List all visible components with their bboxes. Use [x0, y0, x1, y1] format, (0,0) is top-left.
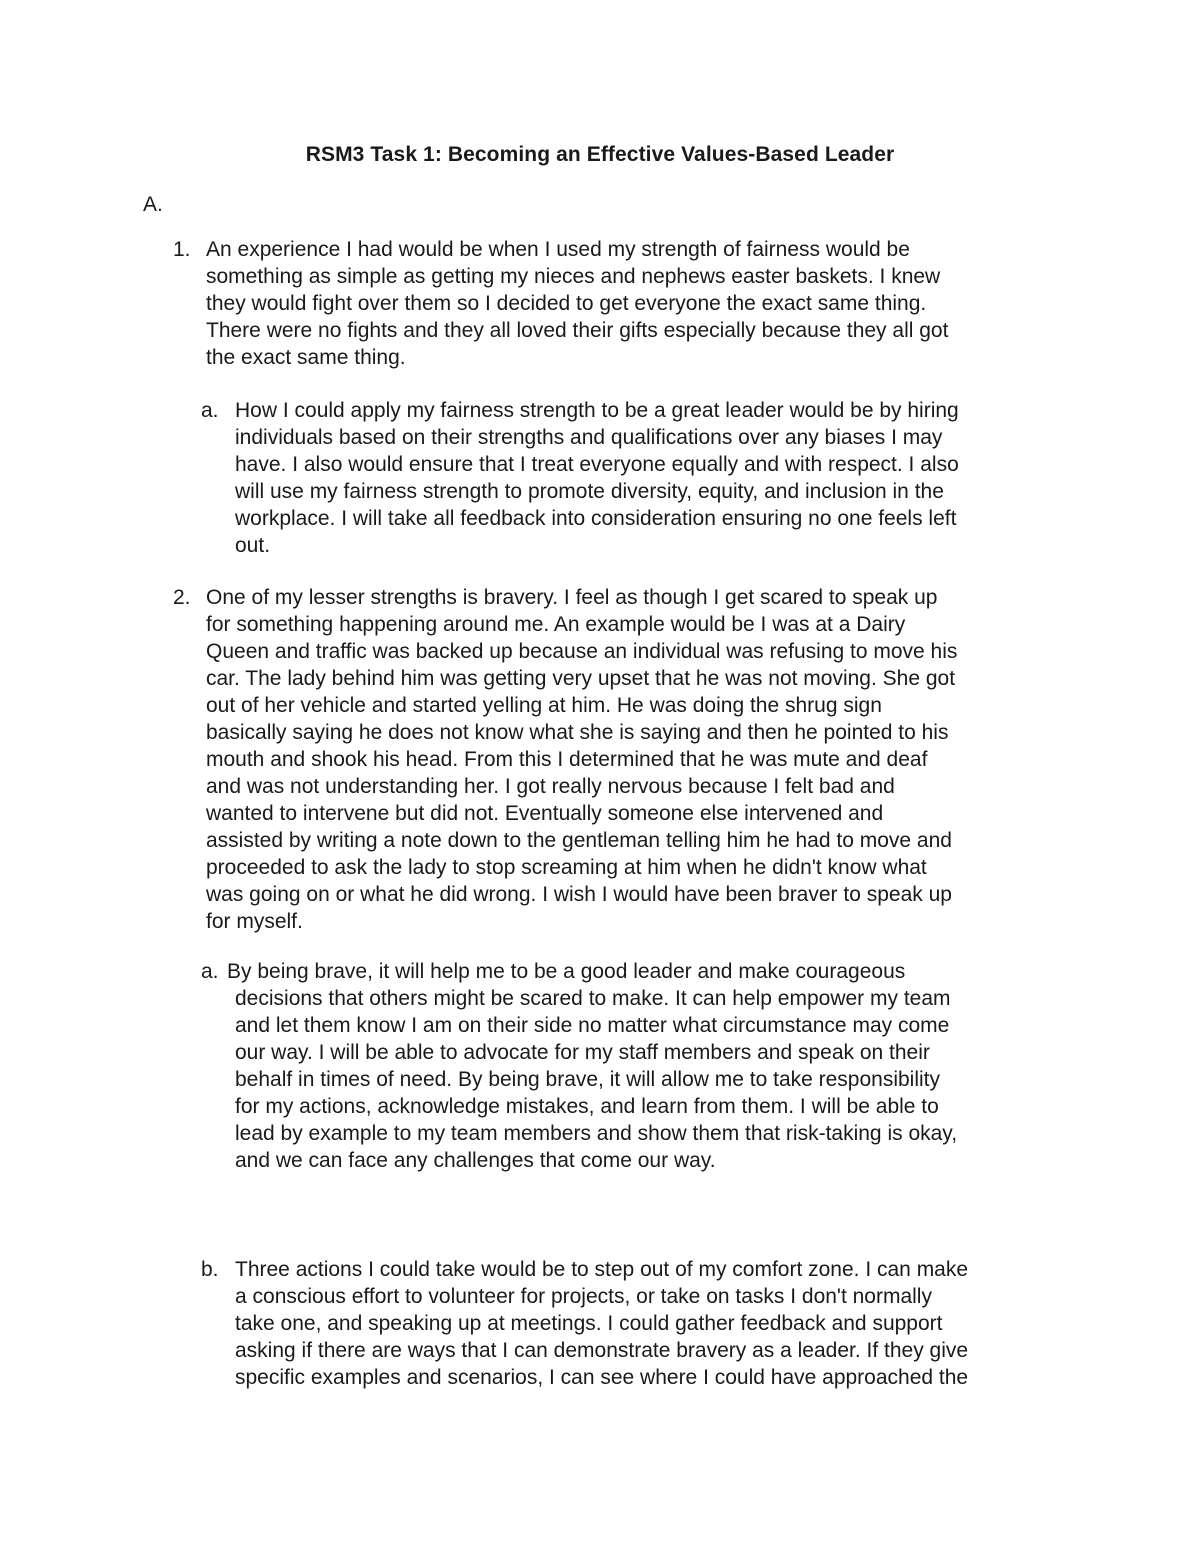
text-line: a conscious effort to volunteer for projects, or take on tasks I don't normally [235, 1285, 932, 1308]
text-line: have. I also would ensure that I treat everyone equally and with respect. I also [235, 453, 959, 476]
text-line: the exact same thing. [206, 346, 406, 369]
text-line: asking if there are ways that I can demonstrate bravery as a leader. If they give [235, 1339, 969, 1362]
text-line: take one, and speaking up at meetings. I could gather feedback and support [235, 1312, 943, 1335]
text-line: How I could apply my fairness strength to be a great leader would be by hiring [235, 399, 959, 422]
list-marker: 2. [173, 586, 191, 609]
list-marker: a. [201, 399, 219, 422]
text-line: There were no fights and they all loved their gifts especially because they all got [206, 319, 949, 342]
text-line: for my actions, acknowledge mistakes, and learn from them. I will be able to [235, 1095, 939, 1118]
list-marker: a. [201, 960, 219, 983]
text-line: By being brave, it will help me to be a good leader and make courageous [227, 960, 906, 983]
text-line: specific examples and scenarios, I can see where I could have approached the [235, 1366, 969, 1389]
text-line: out of her vehicle and started yelling at him. He was doing the shrug sign [206, 694, 882, 717]
text-line: will use my fairness strength to promote diversity, equity, and inclusion in the [235, 480, 944, 503]
text-line: car. The lady behind him was getting very upset that he was not moving. She got [206, 667, 956, 690]
text-line: lead by example to my team members and show them that risk-taking is okay, [235, 1122, 958, 1145]
text-line: out. [235, 534, 271, 557]
text-line: decisions that others might be scared to make. It can help empower my team [235, 987, 951, 1010]
text-line: behalf in times of need. By being brave, it will allow me to take responsibility [235, 1068, 941, 1091]
sub-item-2b [201, 1256, 1081, 1396]
text-line: and let them know I am on their side no matter what circumstance may come [235, 1014, 950, 1037]
text-line: they would fight over them so I decided to get everyone the exact same thing. [206, 292, 927, 315]
sub-item-2a [201, 958, 1081, 1178]
sub-item-1a [201, 397, 1081, 562]
text-line: mouth and shook his head. From this I determined that he was mute and deaf [206, 748, 928, 771]
text-line: and was not understanding her. I got really nervous because I felt bad and [206, 775, 895, 798]
text-line: something as simple as getting my nieces and nephews easter baskets. I knew [206, 265, 941, 288]
list-marker: b. [201, 1258, 219, 1281]
text-line: and we can face any challenges that come our way. [235, 1149, 716, 1172]
text-line: our way. I will be able to advocate for my staff members and speak on their [235, 1041, 930, 1064]
list-item-text [235, 1256, 1080, 1391]
list-item-text [206, 584, 1066, 935]
text-line: for something happening around me. An example would be I was at a Dairy [206, 613, 906, 636]
text-line: One of my lesser strengths is bravery. I feel as though I get scared to speak up [206, 586, 938, 609]
list-item-text [206, 236, 1066, 371]
text-line: Queen and traffic was backed up because an individual was refusing to move his [206, 640, 958, 663]
text-line: for myself. [206, 910, 303, 933]
text-line: proceeded to ask the lady to stop screaming at him when he didn't know what [206, 856, 927, 879]
text-line: wanted to intervene but did not. Eventually someone else intervened and [206, 802, 884, 825]
text-line: Three actions I could take would be to step out of my comfort zone. I can make [235, 1258, 969, 1281]
text-line: assisted by writing a note down to the gentleman telling him he had to move and [206, 829, 952, 852]
list-item-text [235, 397, 1075, 559]
text-line: was going on or what he did wrong. I wish I would have been braver to speak up [206, 883, 952, 906]
text-line: individuals based on their strengths and qualifications over any biases I may [235, 426, 943, 449]
list-item-text [227, 958, 1077, 1174]
page-title: RSM3 Task 1: Becoming an Effective Values-Based Leader [305, 143, 895, 166]
list-item-1 [173, 236, 1073, 376]
section-label: A. [143, 193, 163, 216]
text-line: workplace. I will take all feedback into consideration ensuring no one feels left [235, 507, 957, 530]
list-marker: 1. [173, 238, 191, 261]
list-item-2 [173, 584, 1073, 939]
text-line: An experience I had would be when I used my strength of fairness would be [206, 238, 910, 261]
text-line: basically saying he does not know what she is saying and then he pointed to his [206, 721, 949, 744]
